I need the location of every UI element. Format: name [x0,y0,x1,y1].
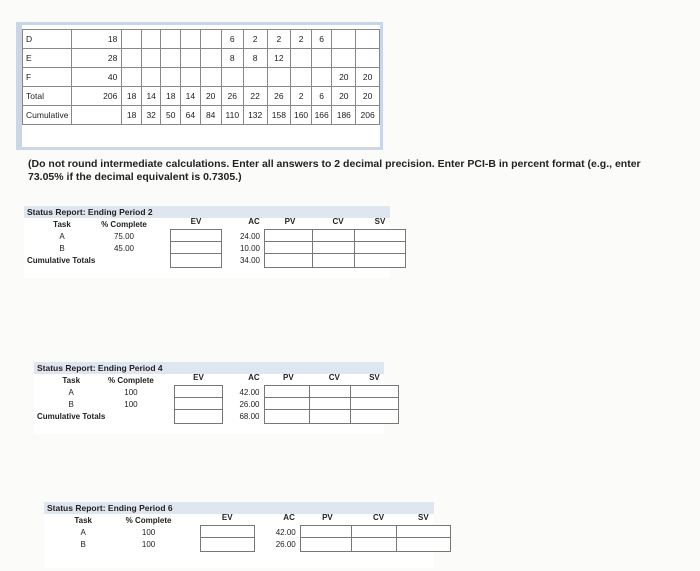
column-header-ac: AC [248,373,260,382]
column-header-ac: AC [248,217,260,226]
grid-cell: 20 [200,87,221,106]
grid-cell [122,49,142,68]
grid-cell [141,49,161,68]
percent-complete: 100 [141,528,156,537]
sv-input[interactable] [396,537,451,552]
grid-cell [161,68,181,87]
ac-value: 42.00 [239,388,260,397]
grid-cell: 18 [122,87,142,106]
sv-total-input[interactable] [354,253,406,268]
column-header-pv: PV [322,513,333,522]
grid-row-label: E [23,49,72,68]
grid-cell: 6 [311,87,332,106]
column-header-cv: CV [373,513,385,522]
grid-row-total: 28 [71,49,122,68]
grid-cell: 132 [243,106,267,125]
column-header-pv: PV [283,373,294,382]
column-header-ac: AC [283,513,295,522]
percent-complete: 100 [141,540,156,549]
grid-cell [267,68,291,87]
task-name: B [80,540,86,549]
column-header-pv: PV [284,217,296,226]
column-header-task: Task [74,516,92,525]
grid-cell: 206 [356,106,380,125]
grid-row-total: 40 [71,68,122,87]
column-header-pct: % Complete [101,220,147,229]
grid-row [23,49,380,68]
grid-cell [291,49,312,68]
task-name: A [68,388,74,397]
grid-row [23,30,380,49]
grid-row-total [71,106,122,125]
grid-cell: 2 [291,87,312,106]
column-header-cv: CV [332,217,344,226]
grid-cell: 186 [332,106,356,125]
report-title: Status Report: Ending Period 6 [47,503,173,513]
grid-cell: 20 [356,68,380,87]
column-header-sv: SV [374,217,386,226]
status-report-panel [34,362,384,434]
grid-cell: 20 [332,87,356,106]
grid-cell: 2 [243,30,267,49]
grid-cell [332,49,356,68]
report-title: Status Report: Ending Period 2 [27,207,153,217]
grid-cell [243,68,267,87]
schedule-grid [22,29,380,125]
ev-total-input[interactable] [170,253,222,268]
cumulative-totals-label: Cumulative Totals [27,256,96,265]
ac-value: 42.00 [275,528,296,537]
grid-cell: 20 [356,87,380,106]
status-report-panel [24,206,390,278]
column-header-pct: % Complete [108,376,154,385]
cumulative-totals-label: Cumulative Totals [37,412,106,421]
grid-cell [161,49,181,68]
column-header-task: Task [53,220,71,229]
grid-cell [181,30,201,49]
grid-cell [181,68,201,87]
column-header-cv: CV [328,373,340,382]
grid-cell [311,68,332,87]
ev-input[interactable] [200,537,255,552]
grid-cell: 50 [161,106,181,125]
grid-row-label: Total [23,87,72,106]
task-name: B [68,400,74,409]
column-header-sv: SV [417,513,429,522]
grid-cell: 18 [161,87,181,106]
grid-cell: 26 [267,87,291,106]
grid-row [23,87,380,106]
grid-cell [221,68,243,87]
percent-complete: 100 [124,400,138,409]
grid-row-label: D [23,30,72,49]
column-header-task: Task [62,376,81,385]
grid-cell: 6 [221,30,243,49]
percent-complete: 45.00 [113,244,135,253]
column-header-pct: % Complete [125,516,172,525]
column-header-ev: EV [193,373,204,382]
grid-cell: 8 [221,49,243,68]
grid-cell [161,30,181,49]
grid-row [23,68,380,87]
grid-cell [200,49,221,68]
pv-total-input[interactable] [264,409,314,424]
pv-input[interactable] [300,537,355,552]
grid-cell [356,49,380,68]
column-header-sv: SV [369,373,380,382]
grid-cell: 8 [243,49,267,68]
grid-cell: 14 [181,87,201,106]
grid-row-total: 206 [71,87,122,106]
grid-cell: 20 [332,68,356,87]
grid-cell [141,30,161,49]
grid-cell [356,30,380,49]
grid-cell [332,30,356,49]
grid-cell [181,49,201,68]
grid-cell: 18 [122,106,142,125]
grid-cell: 26 [221,87,243,106]
grid-cell: 6 [311,30,332,49]
ac-total-value: 34.00 [239,256,260,265]
ac-value: 26.00 [239,400,260,409]
grid-cell: 2 [291,30,312,49]
column-header-ev: EV [221,513,233,522]
grid-cell: 22 [243,87,267,106]
grid-row-total: 18 [71,30,122,49]
grid-cell [200,68,221,87]
grid-row [23,106,380,125]
grid-cell: 14 [141,87,161,106]
grid-cell [122,30,142,49]
grid-row-label: Cumulative [23,106,72,125]
instructions-text: (Do not round intermediate calculations. Enter all answers to 2 decimal precision. Enter PCI-B in percent format (e.g., enter 73.05% if the decimal equivalent is 0.7305.) [28,158,641,183]
task-name: A [80,528,86,537]
ev-total-input[interactable] [174,409,224,424]
grid-cell: 2 [267,30,291,49]
status-report-panel [44,502,434,568]
ac-value: 26.00 [275,540,296,549]
grid-cell: 158 [267,106,291,125]
grid-cell [200,30,221,49]
percent-complete: 75.00 [113,232,135,241]
schedule-grid-frame [16,22,383,150]
sv-total-input[interactable] [350,409,400,424]
grid-cell [311,49,332,68]
column-header-ev: EV [190,217,202,226]
grid-cell: 160 [291,106,312,125]
grid-row-label: F [23,68,72,87]
ac-value: 10.00 [239,244,260,253]
grid-cell: 12 [267,49,291,68]
ac-value: 24.00 [239,232,260,241]
grid-cell: 166 [311,106,332,125]
percent-complete: 100 [124,388,138,397]
task-name: A [59,232,65,241]
grid-cell: 84 [200,106,221,125]
grid-cell [141,68,161,87]
grid-cell: 110 [221,106,243,125]
grid-cell [291,68,312,87]
grid-cell [122,68,142,87]
ac-total-value: 68.00 [239,412,260,421]
report-title: Status Report: Ending Period 4 [37,363,163,373]
pv-total-input[interactable] [264,253,316,268]
grid-cell: 32 [141,106,161,125]
grid-cell: 64 [181,106,201,125]
task-name: B [59,244,65,253]
